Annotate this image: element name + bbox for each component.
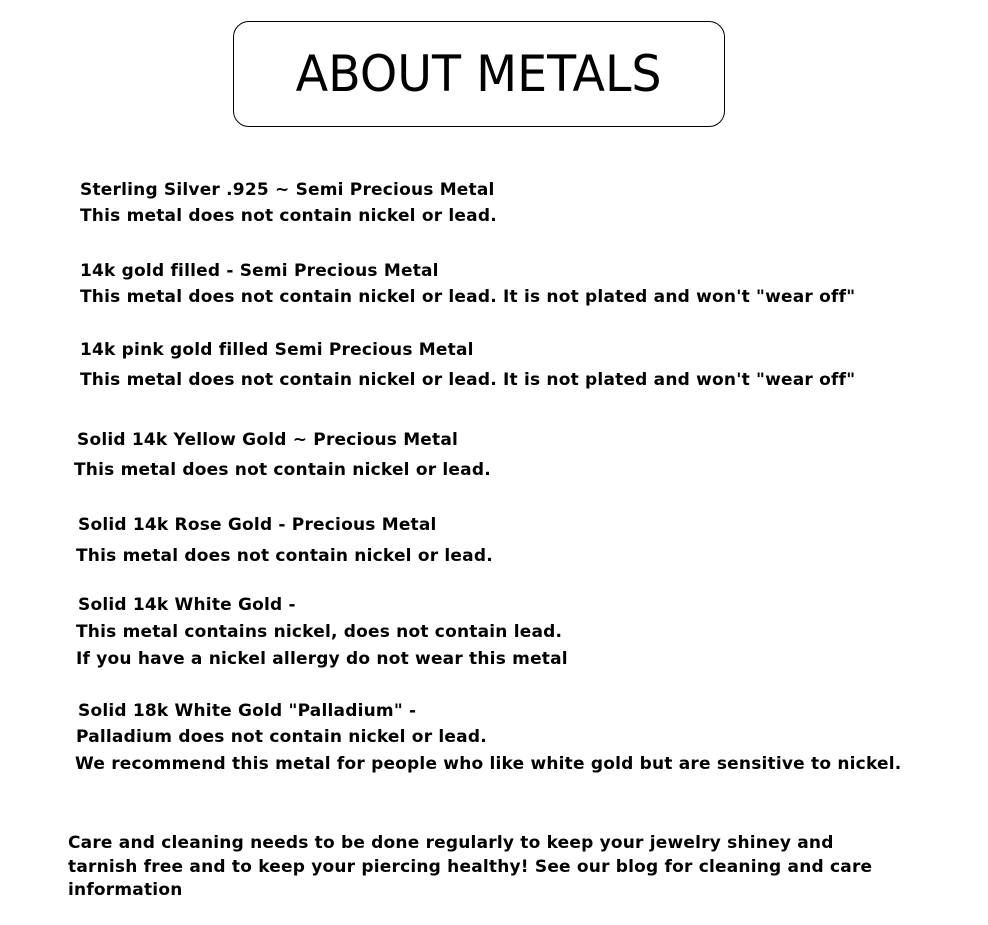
metal-description: We recommend this metal for people who like white gold but are sensitive to nickel.	[75, 754, 902, 774]
title-box	[233, 21, 725, 127]
metal-description: Palladium does not contain nickel or lead.	[76, 727, 487, 747]
care-text: tarnish free and to keep your piercing healthy! See our blog for cleaning and care	[68, 857, 873, 877]
metal-name: 14k gold filled - Semi Precious Metal	[80, 261, 439, 281]
metal-name: Solid 14k Rose Gold - Precious Metal	[78, 515, 437, 535]
metal-name: 14k pink gold filled Semi Precious Metal	[80, 340, 474, 360]
metal-description: If you have a nickel allergy do not wear this metal	[76, 649, 568, 669]
care-text: Care and cleaning needs to be done regularly to keep your jewelry shiney and	[68, 833, 834, 853]
metal-name: Solid 18k White Gold "Palladium" -	[78, 701, 417, 721]
page-title: ABOUT METALS	[296, 45, 662, 103]
care-text: information	[68, 880, 183, 900]
metal-description: This metal contains nickel, does not contain lead.	[76, 622, 563, 642]
metal-description: This metal does not contain nickel or lead.	[74, 460, 491, 480]
metal-description: This metal does not contain nickel or lead. It is not plated and won't "wear off"	[80, 287, 856, 307]
metal-description: This metal does not contain nickel or lead.	[76, 546, 493, 566]
metal-name: Solid 14k Yellow Gold ~ Precious Metal	[77, 430, 459, 450]
metal-description: This metal does not contain nickel or lead. It is not plated and won't "wear off"	[80, 370, 856, 390]
metal-name: Sterling Silver .925 ~ Semi Precious Metal	[80, 180, 495, 200]
metal-name: Solid 14k White Gold -	[78, 595, 296, 615]
metal-description: This metal does not contain nickel or lead.	[80, 206, 497, 226]
